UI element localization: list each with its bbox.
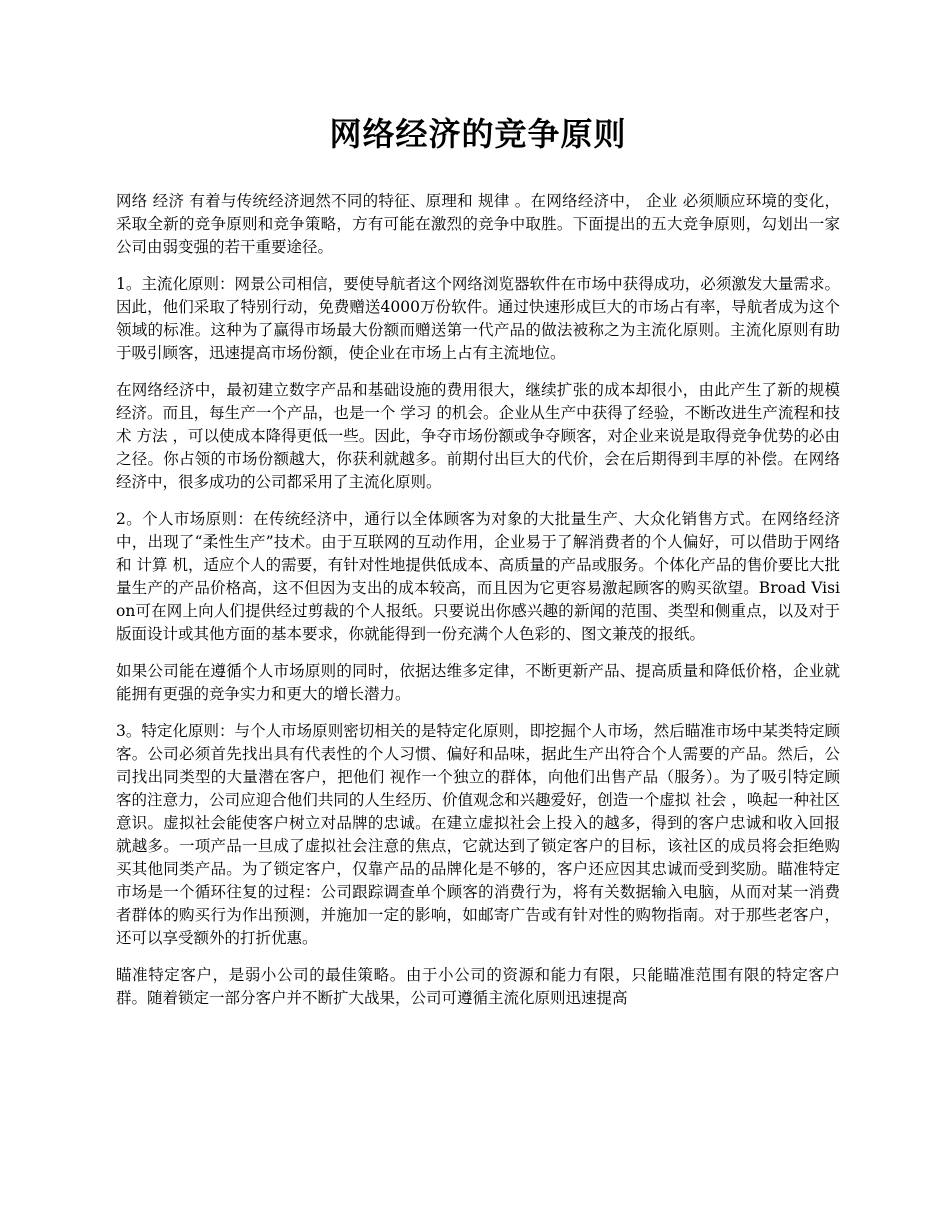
paragraph-personal-market-principle: 2。个人市场原则：在传统经济中，通行以全体顾客为对象的大批量生产、大众化销售方式。在网络经济中，出现了“柔性生产”技术。由于互联网的互动作用，企业易于了解消费者的个人偏好，可以借助于网络和 计算 机，适应个人的需要，有针对性地提供低成本、高质量的产品或服务。个体化产品的售价要比大批量生产的产品价格高，这不但因为支出的成本较高，而且因为它更容易激起顾客的购买欲望。Broad Vision可在网上向人们提供经过剪裁的个人报纸。只要说出你感兴趣的新闻的范围、类型和侧重点，以及对于版面设计或其他方面的基本要求，你就能得到一份充满个人色彩的、图文兼茂的报纸。 bbox=[116, 510, 840, 643]
paragraph-davidow-law: 如果公司能在遵循个人市场原则的同时，依据达维多定律，不断更新产品、提高质量和降低价格，企业就能拥有更强的竞争实力和更大的增长潜力。 bbox=[116, 662, 840, 703]
paragraph-scale-economy: 在网络经济中，最初建立数字产品和基础设施的费用很大，继续扩张的成本却很小，由此产生了新的规模经济。而且，每生产一个产品，也是一个 学习 的机会。企业从生产中获得了经验，不断改进生产流程和技术 方法 ，可以使成本降得更低一些。因此，争夺市场份额或争夺顾客，对企业来说是取得竞争优势的必由之径。你占领的市场份额越大，你获利就越多。前期付出巨大的代价，会在后期得到丰厚的补偿。在网络经济中，很多成功的公司都采用了主流化原则。 bbox=[116, 381, 840, 491]
document-title: 网络经济的竞争原则 bbox=[329, 115, 627, 153]
document-page bbox=[116, 112, 840, 1024]
paragraph-mainstream-principle: 1。主流化原则：网景公司相信，要使导航者这个网络浏览器软件在市场中获得成功，必须激发大量需求。因此，他们采取了特别行动，免费赠送4000万份软件。通过快速形成巨大的市场占有率，导航者成为这个领域的标准。这种为了赢得市场最大份额而赠送第一代产品的做法被称之为主流化原则。主流化原则有助于吸引顾客，迅速提高市场份额，使企业在市场上占有主流地位。 bbox=[116, 275, 840, 362]
paragraph-target-customers: 瞄准特定客户，是弱小公司的最佳策略。由于小公司的资源和能力有限，只能瞄准范围有限的特定客户群。随着锁定一部分客户并不断扩大战果，公司可遵循主流化原则迅速提高 bbox=[116, 966, 840, 1007]
paragraph-specialization-principle: 3。特定化原则：与个人市场原则密切相关的是特定化原则，即挖掘个人市场，然后瞄准市场中某类特定顾客。公司必须首先找出具有代表性的个人习惯、偏好和品味，据此生产出符合个人需要的产品。然后，公司找出同类型的大量潜在客户，把他们 视作一个独立的群体，向他们出售产品（服务）。为了吸引特定顾客的注意力，公司应迎合他们共同的人生经历、价值观念和兴趣爱好，创造一个虚拟 社会 ，唤起一种社区意识。虚拟社会能使客户树立对品牌的忠诚。在建立虚拟社会上投入的越多，得到的客户忠诚和收入回报就越多。一项产品一旦成了虚拟社会注意的焦点，它就达到了锁定客户的目标，该社区的成员将会拒绝购买其他同类产品。为了锁定客户，仅靠产品的品牌化是不够的，客户还应因其忠诚而受到奖励。瞄准特定市场是一个循环往复的过程：公司跟踪调查单个顾客的消费行为，将有关数据输入电脑，从而对某一消费者群体的购买行为作出预测，并施加一定的影响，如邮寄广告或有针对性的购物指南。对于那些老客户，还可以享受额外的打折优惠。 bbox=[116, 722, 840, 947]
paragraph-intro: 网络 经济 有着与传统经济迥然不同的特征、原理和 规律 。在网络经济中， 企业 必须顺应环境的变化，采取全新的竞争原则和竞争策略，方有可能在激烈的竞争中取胜。下面提出的五大竞争原则，勾划出一家公司由弱变强的若干重要途径。 bbox=[116, 192, 840, 256]
